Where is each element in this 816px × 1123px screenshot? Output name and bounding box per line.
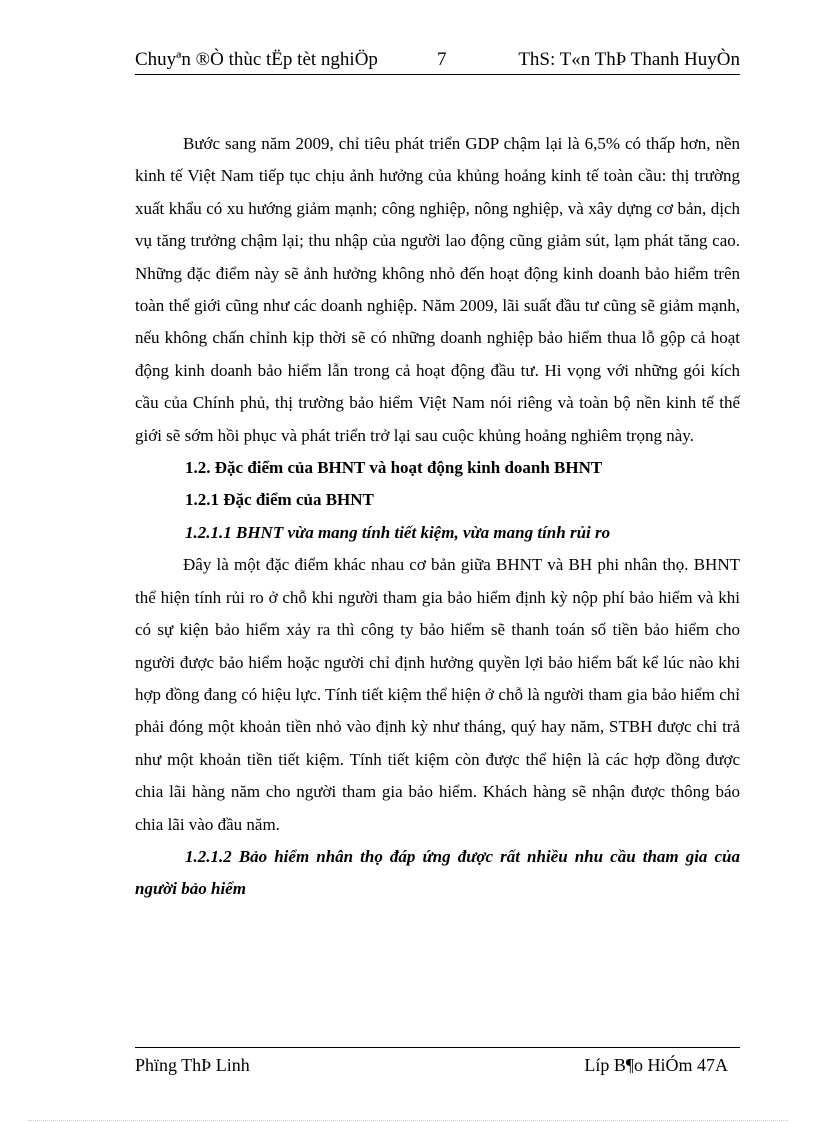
page-footer xyxy=(135,1052,740,1078)
paragraph-savings-risk: Đây là một đặc điểm khác nhau cơ bản giữa BHNT và BH phi nhân thọ. BHNT thể hiện tính rủi ro ở chỗ khi người tham gia bảo hiểm định kỳ nộp phí bảo hiểm và khi có sự kiện bảo hiểm xảy ra thì công ty bảo hiểm sẽ thanh toán số tiền bảo hiểm cho người được bảo hiểm hoặc người chỉ định hưởng quyền lợi bảo hiểm bất kể lúc nào khi hợp đồng đang có hiệu lực. Tính tiết kiệm thể hiện ở chỗ là người tham gia bảo hiểm chỉ phải đóng một khoản tiền nhỏ vào định kỳ như tháng, quý hay năm, STBH được chi trả như một khoản tiền tiết kiệm. Tính tiết kiệm còn được thể hiện là các hợp đồng được chia lãi hàng năm cho người tham gia bảo hiểm. Khách hàng sẽ nhận được thông báo chia lãi vào đầu năm. xyxy=(135,555,740,834)
header-title: Chuyªn ®Ò thùc tËp tèt nghiÖp xyxy=(135,49,378,70)
page-header xyxy=(135,46,740,75)
paragraph-economy-2009: Bước sang năm 2009, chỉ tiêu phát triển GDP chậm lại là 6,5% có thấp hơn, nền kinh tế Việt Nam tiếp tục chịu ảnh hưởng của khủng hoảng kinh tế toàn cầu: thị trường xuất khẩu có xu hướng giảm mạnh; công nghiệp, nông nghiệp, và xây dựng cơ bản, dịch vụ tăng trưởng chậm lại; thu nhập của người lao động cũng giảm sút, lạm phát tăng cao. Những đặc điểm này sẽ ảnh hưởng không nhỏ đến hoạt động kinh doanh bảo hiểm trên toàn thế giới cũng như các doanh nghiệp. Năm 2009, lãi suất đầu tư cũng sẽ giảm mạnh, nếu không chấn chỉnh kịp thời sẽ có những doanh nghiệp bảo hiểm thua lỗ gộp cả hoạt động kinh doanh bảo hiểm lẫn trong cả hoạt động đầu tư. Hi vọng với những gói kích cầu của Chính phủ, thị trường bảo hiểm Việt Nam nói riêng và toàn bộ nền kinh tế thế giới sẽ sớm hồi phục và phát triển trở lại sau cuộc khủng hoảng nghiêm trọng này. xyxy=(135,134,740,445)
page-edge-divider xyxy=(28,1120,788,1121)
header-supervisor: ThS: T«n ThÞ Thanh HuyÒn xyxy=(518,49,740,70)
document-body xyxy=(135,128,740,906)
footer-author: Phïng ThÞ Linh xyxy=(135,1055,250,1075)
section-heading-1-2: 1.2. Đặc điểm của BHNT và hoạt động kinh doanh BHNT xyxy=(185,458,603,478)
section-heading-1-2-1-2: 1.2.1.2 Bảo hiểm nhân thọ đáp ứng được rất nhiều nhu cầu tham gia của người bảo hiểm xyxy=(135,846,740,899)
footer-divider xyxy=(135,1047,740,1048)
section-heading-1-2-1: 1.2.1 Đặc điểm của BHNT xyxy=(185,490,374,510)
section-heading-1-2-1-1: 1.2.1.1 BHNT vừa mang tính tiết kiệm, vừa mang tính rủi ro xyxy=(185,522,611,542)
page-number: 7 xyxy=(437,49,447,70)
footer-class: Líp B¶o HiÓm 47A xyxy=(584,1055,728,1075)
